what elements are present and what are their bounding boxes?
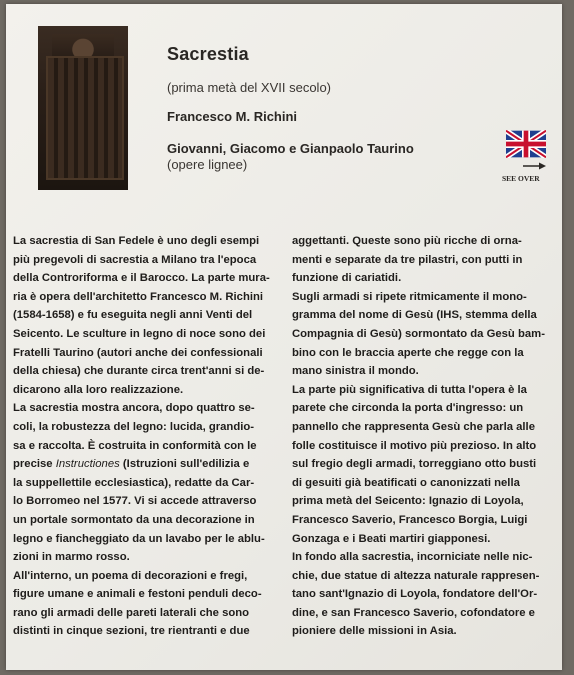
sacristy-photo <box>38 26 128 190</box>
text-line: prima metà del Seicento: Ignazio di Loyola, <box>292 495 524 508</box>
text-line: Fratelli Taurino (autori anche dei confessionali <box>13 346 263 359</box>
works-note: (opere lignee) <box>167 157 248 172</box>
text-line: aggettanti. Queste sono più ricche di orna- <box>292 235 522 247</box>
text-line: menti e separate da tre pilastri, con putti in <box>292 253 523 266</box>
text-line: legno e fiancheggiato da un lavabo per le ablu- <box>13 532 265 545</box>
text-line: coli, la robustezza del legno: lucida, grandio- <box>13 420 255 433</box>
text-line: della chiesa) che durante circa trent'anni si de- <box>13 365 265 378</box>
period-subtitle: (prima metà del XVII secolo) <box>167 80 332 95</box>
text-line: In fondo alla sacrestia, incorniciate nelle nic- <box>292 551 533 564</box>
text-line: All'interno, un poema di decorazioni e fregi, <box>13 569 248 582</box>
text-line: (1584-1658) e fu eseguita negli anni Venti del <box>13 309 253 322</box>
text-line: sul fregio degli armadi, torreggiano otto busti <box>292 458 537 471</box>
cabinet-crest <box>52 34 114 56</box>
info-panel <box>6 4 562 670</box>
text-line: Gonzaga e i Beati martiri giapponesi. <box>292 532 491 545</box>
text-line: un portale sormontato da una decorazione in <box>13 513 255 526</box>
artists-names: Giovanni, Giacomo e Gianpaolo Taurino <box>167 141 414 156</box>
text-line: Seicento. Le sculture in legno di noce sono dei <box>13 327 266 340</box>
text-line: Sugli armadi si ripete ritmicamente il mono- <box>292 290 527 303</box>
text-line: Francesco Saverio, Francesco Borgia, Luigi <box>292 513 528 526</box>
text-line: bino con le braccia aperte che regge con la <box>292 346 524 359</box>
text-line: distinti in cinque sezioni, tre rientranti e due <box>13 625 250 638</box>
text-line: La parte più significativa di tutta l'opera è la <box>292 383 527 396</box>
text-line: precise Instructiones (Istruzioni sull'edilizia e <box>13 458 250 471</box>
text-line: dicarono alla loro realizzazione. <box>13 383 184 396</box>
text-line: pioniere delle missioni in Asia. <box>292 625 457 638</box>
text-line: sa e raccolta. È costruita in conformità con le <box>13 439 257 452</box>
text-line: pannello che rappresenta Gesù che parla alle <box>292 420 535 433</box>
text-line: gramma del nome di Gesù (IHS, stemma della <box>292 309 537 322</box>
text-line: folle costituisce il motivo più prezioso. In alto <box>292 439 537 452</box>
text-line: funzione di cariatidi. <box>292 272 402 285</box>
text-line: tano sant'Ignazio di Loyola, fondatore dell'Or- <box>292 588 538 601</box>
page-title: Sacrestia <box>167 44 249 64</box>
text-line: rano gli armadi delle pareti laterali che sono <box>13 606 250 619</box>
text-column-left <box>13 232 275 641</box>
text-line: della Controriforma e il Barocco. La parte mura- <box>13 272 270 285</box>
text-line: Compagnia di Gesù) sormontato da Gesù bam- <box>292 327 545 340</box>
text-line: la suppellettile ecclesiastica), redatte da Car- <box>13 476 255 489</box>
arrow-right-icon <box>523 162 547 170</box>
text-line: lo Borromeo nel 1577. Vi si accede attraverso <box>13 495 257 508</box>
text-column-right <box>292 232 554 641</box>
text-line: parete che circonda la porta d'ingresso: un <box>292 402 524 415</box>
text-line: ria è opera dell'architetto Francesco M. Richini <box>13 290 264 303</box>
text-line: La sacrestia di San Fedele è uno degli esempi <box>13 235 260 247</box>
text-line: La sacrestia mostra ancora, dopo quattro se- <box>13 402 255 415</box>
text-line: chie, due statue di altezza naturale rappresen- <box>292 569 540 582</box>
see-over-label: SEE OVER <box>502 174 540 183</box>
text-line: mano sinistra il mondo. <box>292 365 419 378</box>
text-line: zioni in marmo rosso. <box>13 551 130 564</box>
text-line: dine, e san Francesco Saverio, cofondatore e <box>292 606 535 619</box>
architect-name: Francesco M. Richini <box>167 109 298 124</box>
text-line: di gesuiti già beatificati o canonizzati nella <box>292 476 520 489</box>
text-line: più pregevoli di sacrestia a Milano tra l'epoca <box>13 253 257 266</box>
text-line: figure umane e animali e festoni penduli deco- <box>13 588 262 601</box>
union-flag-icon <box>506 130 546 158</box>
cabinet-wood <box>46 56 124 180</box>
